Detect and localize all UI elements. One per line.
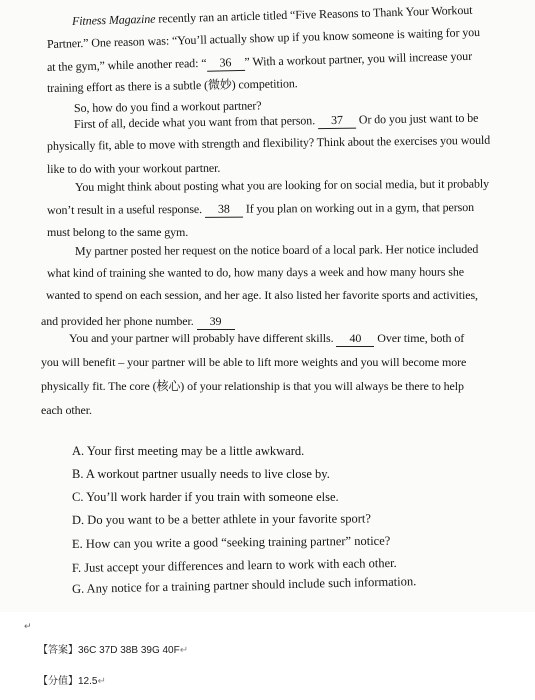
option-a: A. Your first meeting may be a little awkward. — [72, 444, 305, 458]
blank-38: 38 — [205, 202, 243, 218]
option-b: B. A workout partner usually needs to live close by. — [72, 467, 330, 481]
passage-line: each other. — [41, 403, 92, 417]
option-c: C. You’ll work harder if you train with someone else. — [72, 490, 339, 504]
paragraph-mark: ↵ — [179, 645, 189, 656]
passage-line: Partner.” One reason was: “You’ll actually show up if you know someone is waiting for you — [46, 24, 481, 51]
answer-line — [38, 641, 188, 656]
passage-line: My partner posted her request on the notice board of a local park. Her notice included — [74, 241, 479, 258]
answer-text: 36C 37D 38B 39G 40F — [78, 645, 180, 656]
answer-label: 【答案】 — [38, 645, 78, 656]
passage-line: You might think about posting what you are looking for on social media, but it probably — [74, 176, 490, 194]
paragraph-mark: ↵ — [24, 621, 32, 631]
passage-line: must belong to the same gym. — [47, 225, 189, 239]
blank-40: 40 — [336, 331, 374, 347]
passage-line: you will benefit – your partner will be able to lift more weights and you will become more — [41, 355, 467, 369]
option-e: E. How can you write a good “seeking training partner” notice? — [71, 533, 391, 551]
passage-line: You and your partner will probably have different skills. 40 Over time, both of — [69, 331, 465, 345]
blank-37: 37 — [318, 113, 356, 130]
passage-line: First of all, decide what you want from that person. 37 Or do you just want to be — [73, 110, 479, 131]
passage-line: training effort as there is a subtle (微妙) competition. — [46, 76, 298, 95]
paragraph-mark: ↵ — [97, 676, 106, 687]
passage-line: Fitness Magazine recently ran an article titled “Five Reasons to Thank Your Workout — [71, 2, 473, 28]
passage-line: wanted to spend on each session, and her age. It also listed her favorite sports and activities, — [46, 288, 478, 302]
passage-line: physically fit, able to move with strength and flexibility? Think about the exercises you would — [46, 132, 491, 153]
passage-line: what kind of training she wanted to do, how many days a week and how many hours she — [46, 264, 464, 280]
option-d: D. Do you want to be a better athlete in your favorite sport? — [71, 511, 371, 527]
score-line — [38, 672, 106, 687]
option-f: F. Just accept your differences and learn to work with each other. — [71, 555, 397, 575]
passage-line: won’t result in a useful response. 38 If you plan on working out in a gym, that person — [46, 200, 475, 217]
passage-line: physically fit. The core (核心) of your relationship is that you will always be there to help — [41, 379, 464, 393]
passage-line: So, how do you find a workout partner? — [73, 98, 262, 115]
passage-line: like to do with your workout partner. — [46, 160, 221, 176]
score-text: 12.5 — [78, 676, 98, 687]
passage-line: and provided her phone number. 39 — [41, 314, 235, 330]
blank-39: 39 — [197, 314, 235, 330]
blank-36: 36 — [206, 55, 244, 72]
option-g: G. Any notice for a training partner should include such information. — [71, 574, 417, 596]
score-label: 【分值】 — [38, 676, 78, 687]
passage-line: at the gym,” while another read: “ 36 ” With a workout partner, you will increase your — [46, 48, 473, 74]
